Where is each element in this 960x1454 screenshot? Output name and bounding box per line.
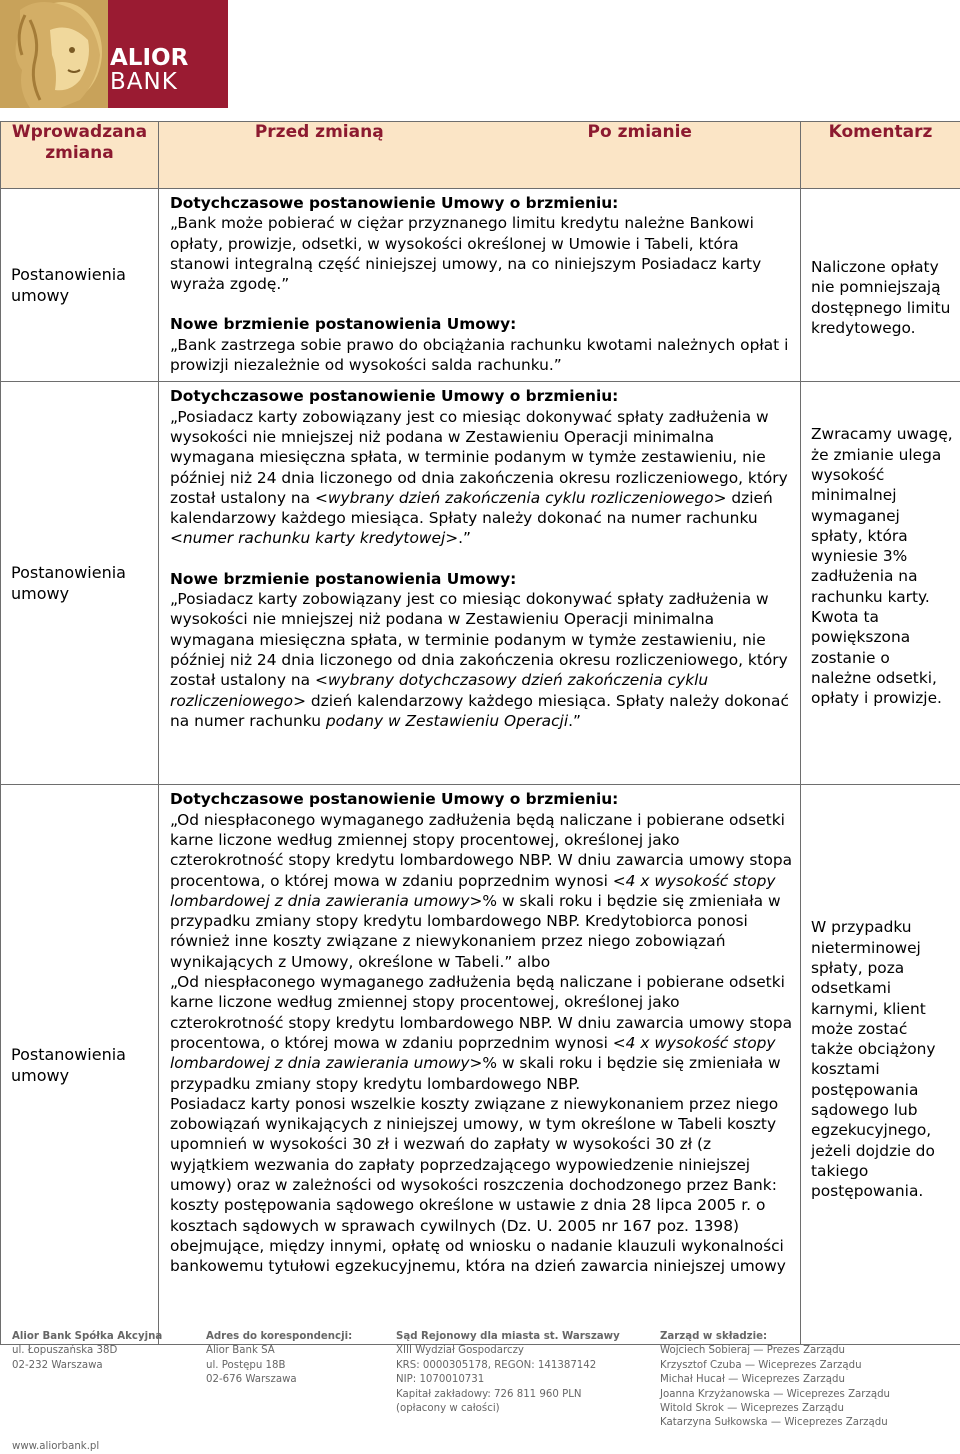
- text-segment-italic: wybrany dzień zakończenia cyklu rozliczeniowego: [328, 489, 714, 507]
- footer-line: Kapitał zakładowy: 726 811 960 PLN: [396, 1388, 620, 1402]
- footer-line: 02-232 Warszawa: [12, 1359, 162, 1373]
- footer-line: Joanna Krzyżanowska — Wiceprezes Zarządu: [660, 1388, 890, 1402]
- footer-line: Krzysztof Czuba — Wiceprezes Zarządu: [660, 1359, 890, 1373]
- text-segment-italic: numer rachunku karty kredytowej: [183, 529, 445, 547]
- header-comment: Komentarz: [801, 122, 960, 189]
- row-content: [159, 189, 801, 382]
- footer: [0, 1330, 960, 1453]
- header-after: Po zmianie: [480, 122, 801, 142]
- footer-line: Sąd Rejonowy dla miasta st. Warszawy: [396, 1330, 620, 1344]
- footer-line: KRS: 0000305178, REGON: 141387142: [396, 1359, 620, 1373]
- logo-line2: BANK: [110, 70, 222, 94]
- table-row: [1, 785, 960, 1345]
- footer-line: ul. Postępu 18B: [206, 1359, 352, 1373]
- row-content: [159, 785, 801, 1345]
- row-comment: [801, 382, 960, 785]
- text-segment: >.”: [445, 529, 471, 547]
- before-label: Dotychczasowe postanowienie Umowy o brzmieniu:: [170, 789, 794, 809]
- website-link[interactable]: www.aliorbank.pl: [12, 1440, 99, 1454]
- row-content: [159, 382, 801, 785]
- text-segment: „Posiadacz karty zobowiązany jest co miesiąc dokonywać spłaty zadłużenia w wysokości nie mniejszej niż podana w Zestawieniu Operacji minimalna wymagana miesięczna spłata, w terminie podanym w tymże zestawieniu, nie później niż 24 dnia liczonego od dnia zakończenia okresu rozliczeniowego, który został ustalony na <: [170, 590, 788, 689]
- footer-line: Witold Skrok — Wiceprezes Zarządu: [660, 1402, 890, 1416]
- footer-line: Katarzyna Sułkowska — Wiceprezes Zarządu: [660, 1416, 890, 1430]
- logo-line1: ALIOR: [110, 46, 222, 70]
- header-before-after: [159, 122, 801, 189]
- row-comment: [801, 189, 960, 382]
- footer-line: Michał Hucał — Wiceprezes Zarządu: [660, 1373, 890, 1387]
- footer-company: [12, 1330, 162, 1373]
- footer-line: Alior Bank SA: [206, 1344, 352, 1358]
- footer-line: Alior Bank Spółka Akcyjna: [12, 1330, 162, 1344]
- footer-board: [660, 1330, 890, 1431]
- after-label: Nowe brzmienie postanowienia Umowy:: [170, 569, 794, 589]
- footer-line: NIP: 1070010731: [396, 1373, 620, 1387]
- footer-line: 02-676 Warszawa: [206, 1373, 352, 1387]
- after-text: [170, 589, 794, 731]
- header-change: Wprowadzana zmiana: [1, 122, 159, 189]
- before-text-alt: [170, 972, 794, 1094]
- header-before: Przed zmianą: [159, 122, 480, 142]
- row-section: Postanowienia umowy: [1, 189, 159, 382]
- footer-line: Zarząd w składzie:: [660, 1330, 890, 1344]
- footer-line: ul. Łopuszańska 38D: [12, 1344, 162, 1358]
- table-header-row: [1, 122, 960, 189]
- changes-table: [0, 121, 960, 1345]
- text-segment: > dzień kalendarzowy każdego miesiąca. Spłaty należy dokonać na numer rachunku: [170, 692, 789, 730]
- before-label: Dotychczasowe postanowienie Umowy o brzmieniu:: [170, 386, 794, 406]
- footer-line: Adres do korespondencji:: [206, 1330, 352, 1344]
- row-comment: [801, 785, 960, 1345]
- text-segment-italic: 4 x wysokość stopy lombardowej z dnia zawierania umowy: [170, 1034, 776, 1072]
- footer-correspondence: [206, 1330, 352, 1388]
- after-text: „Bank zastrzega sobie prawo do obciążania rachunku kwotami należnych opłat i prowizji niezależnie od wysokości salda rachunku.”: [170, 335, 794, 376]
- alior-bank-logo: [0, 0, 228, 108]
- comment-text: W przypadku nieterminowej spłaty, poza odsetkami karnymi, klient może zostać także obciążony kosztami postępowania sądowego lub egzekucyjnego, jeżeli dojdzie do takiego postępowania.: [811, 785, 954, 1201]
- text-segment: „Posiadacz karty zobowiązany jest co miesiąc dokonywać spłaty zadłużenia w wysokości nie mniejszej niż podana w Zestawieniu Operacji minimalna wymagana miesięczna spłata, w terminie podanym w tymże zestawieniu, nie później niż 24 dnia liczonego od dnia zakończenia okresu rozliczeniowego, który został ustalony na <: [170, 408, 788, 507]
- table-row: [1, 189, 960, 382]
- text-segment: >% w skali roku i będzie się zmieniała w przypadku zmiany stopy kredytu lombardowego NBP. Kredytobiorca ponosi również inne koszty związane z niewykonaniem przez niego zobowiązań wynikających z Umowy, określone w Tabeli.” albo: [170, 892, 781, 971]
- before-text: [170, 407, 794, 549]
- after-label: Nowe brzmienie postanowienia Umowy:: [170, 314, 794, 334]
- comment-text: Naliczone opłaty nie pomniejszają dostępnego limitu kredytowego.: [811, 223, 954, 338]
- text-segment-italic: 4 x wysokość stopy lombardowej z dnia zawierania umowy: [170, 872, 776, 910]
- before-label: Dotychczasowe postanowienie Umowy o brzmieniu:: [170, 193, 794, 213]
- footer-line: Wojciech Sobieraj — Prezes Zarządu: [660, 1344, 890, 1358]
- row-section: Postanowienia umowy: [1, 382, 159, 785]
- costs-text: Posiadacz karty ponosi wszelkie koszty związane z niewykonaniem przez niego zobowiązań wynikających z niniejszej umowy, w tym określone w Tabeli koszty upomnień w wysokości 30 zł i wezwań do zapłaty w wysokości 30 zł (z wyjątkiem wezwania do zapłaty poprzedzającego wypowiedzenie niniejszej umowy) oraz w zależności od wysokości roszczenia dochodzonego przez Bank: koszty postępowania sądowego określone w ustawie z dnia 28 lipca 2005 r. o kosztach sądowych w sprawach cywilnych (Dz. U. 2005 nr 167 poz. 1398) obejmujące, między innymi, opłatę od wniosku o nadanie klauzuli wykonalności bankowemu tytułowi egzekucyjnemu, która na dzień zawarcia niniejszej umowy: [170, 1094, 794, 1277]
- text-segment-italic: podany w Zestawieniu Operacji: [326, 712, 568, 730]
- text-segment: „Od niespłaconego wymaganego zadłużenia będą naliczane i pobierane odsetki karne liczone według zmiennej stopy procentowej, określonej jako czterokrotność stopy kredytu lombardowego NBP. W dniu zawarcia umowy stopa procentowa, o której mowa w zdaniu poprzednim wynosi <: [170, 811, 792, 890]
- text-segment: .”: [568, 712, 581, 730]
- row-section: Postanowienia umowy: [1, 785, 159, 1345]
- footer-registry: [396, 1330, 620, 1416]
- logo-wordmark: [110, 46, 222, 94]
- text-segment: >% w skali roku i będzie się zmieniała w przypadku zmiany stopy kredytu lombardowego NBP.: [170, 1054, 781, 1092]
- text-segment-italic: wybrany dotychczasowy dzień zakończenia cyklu rozliczeniowego: [170, 671, 708, 709]
- footer-line: (opłacony w całości): [396, 1402, 620, 1416]
- before-text: „Bank może pobierać w ciężar przyznanego limitu kredytu należne Bankowi opłaty, prowizje, odsetki, w wysokości określonej w Umowie i Tabeli, która stanowi integralną część niniejszej umowy, na co niniejszym Posiadacz karty wyraża zgodę.”: [170, 213, 794, 294]
- footer-line: XIII Wydział Gospodarczy: [396, 1344, 620, 1358]
- comment-text: Zwracamy uwagę, że zmianie ulega wysokość minimalnej wymaganej spłaty, która wyniesie 3% zadłużenia na rachunku karty. Kwota ta powiększona zostanie o należne odsetki, opłaty i prowizje.: [811, 382, 954, 708]
- text-segment: > dzień kalendarzowy każdego miesiąca. Spłaty należy dokonać na numer rachunku <: [170, 489, 773, 548]
- table-row: [1, 382, 960, 785]
- text-segment: „Od niespłaconego wymaganego zadłużenia będą naliczane i pobierane odsetki karne liczone według zmiennej stopy procentowej, określonej jako czterokrotność stopy kredytu lombardowego NBP. W dniu zawarcia umowy stopa procentowa, o której mowa w zdaniu poprzednim wynosi <: [170, 973, 792, 1052]
- before-text: [170, 810, 794, 972]
